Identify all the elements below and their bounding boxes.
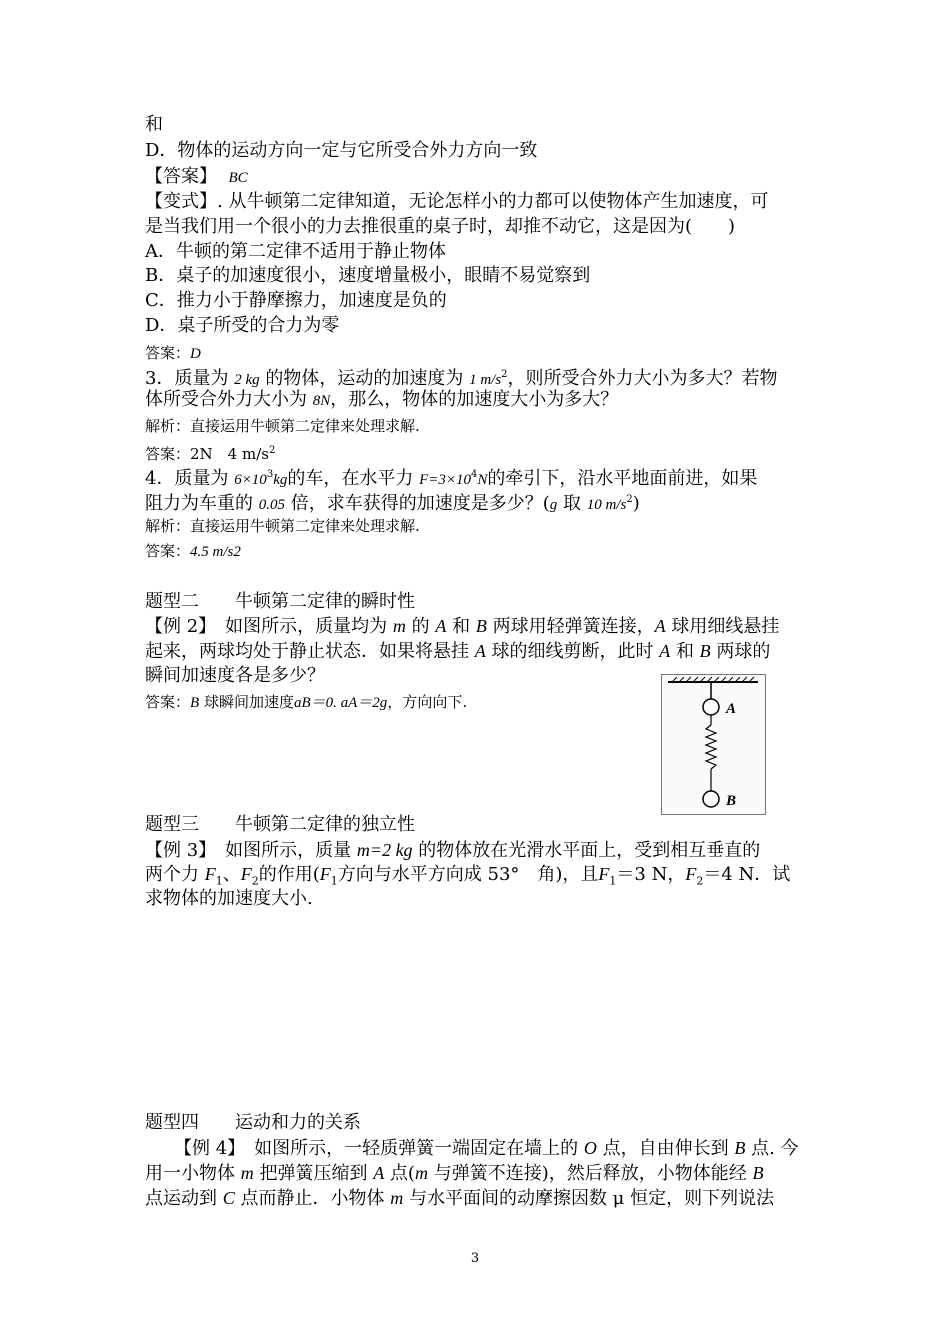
text-line: 和 xyxy=(145,114,163,135)
answer-line: 答案：4.5 m/s2 xyxy=(145,542,241,560)
question-3: 3．质量为 2 kg 的物体，运动的加速度为 1 $m/s^2$，则所受合外力大小为多大？若物 xyxy=(145,368,778,389)
analysis-line: 解析：直接运用牛顿第二定律来处理求解. xyxy=(145,417,420,435)
text-line: 起来，两球均处于静止状态．如果将悬挂 A 球的细线剪断，此时 A 和 B 两球的 xyxy=(145,641,771,662)
analysis-line: 解析：直接运用牛顿第二定律来处理求解. xyxy=(145,517,420,535)
answer-line: 【答案】 BC xyxy=(145,166,248,187)
text-line: 阻力为车重的 0.05 倍，求车获得的加速度是多少？(g 取 10 $m/s^2$) xyxy=(145,493,640,514)
section-heading: 题型三 牛顿第二定律的独立性 xyxy=(145,814,415,835)
variant-question: 【变式】. 从牛顿第二定律知道，无论怎样小的力都可以使物体产生加速度，可 xyxy=(145,191,769,212)
option-c: C．推力小于静摩擦力，加速度是负的 xyxy=(145,290,447,311)
section-heading: 题型二 牛顿第二定律的瞬时性 xyxy=(145,591,415,612)
text-line: 点运动到 C 点而静止．小物体 m 与水平面间的动摩擦因数 μ 恒定，则下列说法 xyxy=(145,1188,775,1209)
ball-b xyxy=(703,791,719,807)
text-line: 两个力 $F_1$、$F_2$的作用($F_1$方向与水平方向成 53° 角)，且$F_1=3$ N，$F_2=4$ N．试 xyxy=(145,864,791,888)
option-b: B．桌子的加速度很小，速度增量极小，眼睛不易觉察到 xyxy=(145,265,591,286)
option-a: A．牛顿的第二定律不适用于静止物体 xyxy=(145,241,446,262)
text-line: 是当我们用一个很小的力去推很重的桌子时，却推不动它，这是因为( ) xyxy=(145,216,736,237)
section-heading: 题型四 运动和力的关系 xyxy=(145,1112,361,1133)
text-line: 瞬间加速度各是多少？ xyxy=(145,665,325,686)
example-2: 【例 2】 如图所示，质量均为 m 的 A 和 B 两球用轻弹簧连接，A 球用细线悬挂 xyxy=(145,616,780,637)
spring xyxy=(706,725,716,769)
text-line: 体所受合外力大小为 8N，那么，物体的加速度大小为多大？ xyxy=(145,389,619,410)
label-a: A xyxy=(726,701,737,717)
example-3: 【例 3】 如图所示，质量 m=2 kg 的物体放在光滑水平面上，受到相互垂直的 xyxy=(145,840,761,861)
ball-a xyxy=(703,699,719,715)
example-4: 【例 4】 如图所示，一轻质弹簧一端固定在墙上的 O 点，自由伸长到 B 点. 今 xyxy=(174,1138,799,1159)
question-4: 4．质量为 $6\times 10^3kg$的车，在水平力 $F=3\times 10^4N$的牵引下，沿水平地面前进，如果 xyxy=(145,468,758,489)
spring-diagram xyxy=(662,675,765,814)
answer-line: 答案：B 球瞬间加速度aB＝0. aA＝2g，方向向下. xyxy=(145,693,468,711)
answer-line: 答案：2N 4 $m/s^2$ xyxy=(145,445,276,463)
text-line: 求物体的加速度大小. xyxy=(145,888,313,909)
label-b: B xyxy=(726,793,737,809)
option-d: D．桌子所受的合力为零 xyxy=(145,315,340,336)
text-line: 用一小物体 m 把弹簧压缩到 A 点(m 与弹簧不连接)，然后释放，小物体能经 B xyxy=(145,1163,764,1184)
spring-figure xyxy=(661,674,766,815)
option-d: D．物体的运动方向一定与它所受合外力方向一致 xyxy=(145,140,538,161)
page-number: 3 xyxy=(470,1251,480,1266)
answer-line: 答案：D xyxy=(145,344,201,362)
